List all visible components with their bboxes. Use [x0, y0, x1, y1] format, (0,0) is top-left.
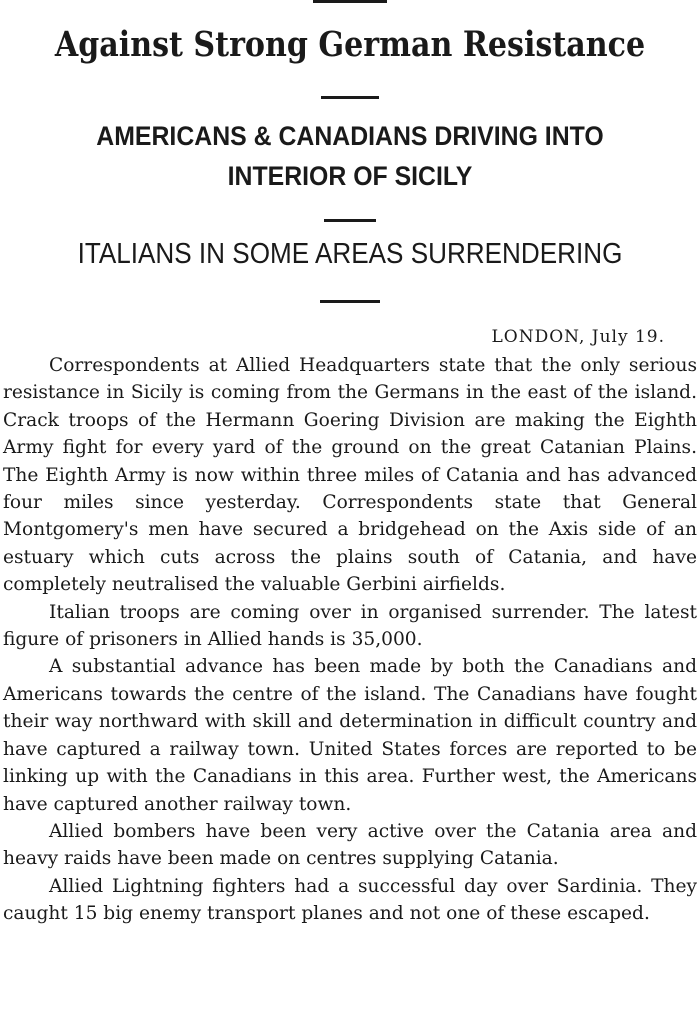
- main-headline: Against Strong German Resistance: [54, 24, 646, 65]
- paragraph: Allied bombers have been very active over the Catania area and heavy raids have been made on centres supplying Catania.: [3, 820, 697, 870]
- paragraph: Italian troops are coming over in organised surrender. The latest figure of prisoners in Allied hands is 35,000.: [3, 601, 697, 651]
- article-body: [3, 352, 697, 928]
- paragraph: A substantial advance has been made by both the Canadians and Americans towards the centre of the island. The Canadians have fought their way northward with skill and determination in difficult country and have captured a railway town. United States forces are reported to be linking up with the Canadians in this area. Further west, the Americans have captured another railway town.: [3, 656, 697, 815]
- headline-divider-3: [320, 300, 380, 303]
- paragraph: Allied Lightning fighters had a successful day over Sardinia. They caught 15 big enemy transport planes and not one of these escaped.: [3, 875, 697, 925]
- dateline: LONDON, July 19.: [491, 327, 665, 347]
- paragraph: Correspondents at Allied Headquarters state that the only serious resistance in Sicily is coming from the Germans in the east of the island. Crack troops of the Hermann Goering Division are making the Eighth Army fight for every yard of the ground on the great Catanian Plains. The Eighth Army is now within three miles of Catania and has advanced four miles since yesterday. Correspondents state that General Montgomery's men have secured a bridgehead on the Axis side of an estuary which cuts across the plains south of Catania, and have completely neutralised the valuable Gerbini airfields.: [3, 355, 697, 596]
- third-headline: ITALIANS IN SOME AREAS SURRENDERING: [77, 238, 623, 270]
- headline-divider-1: [321, 96, 379, 99]
- sub-headline: AMERICANS & CANADIANS DRIVING INTO INTERIOR OF SICILY: [96, 121, 604, 191]
- headline-divider-2: [324, 219, 376, 222]
- top-rule: [313, 0, 387, 3]
